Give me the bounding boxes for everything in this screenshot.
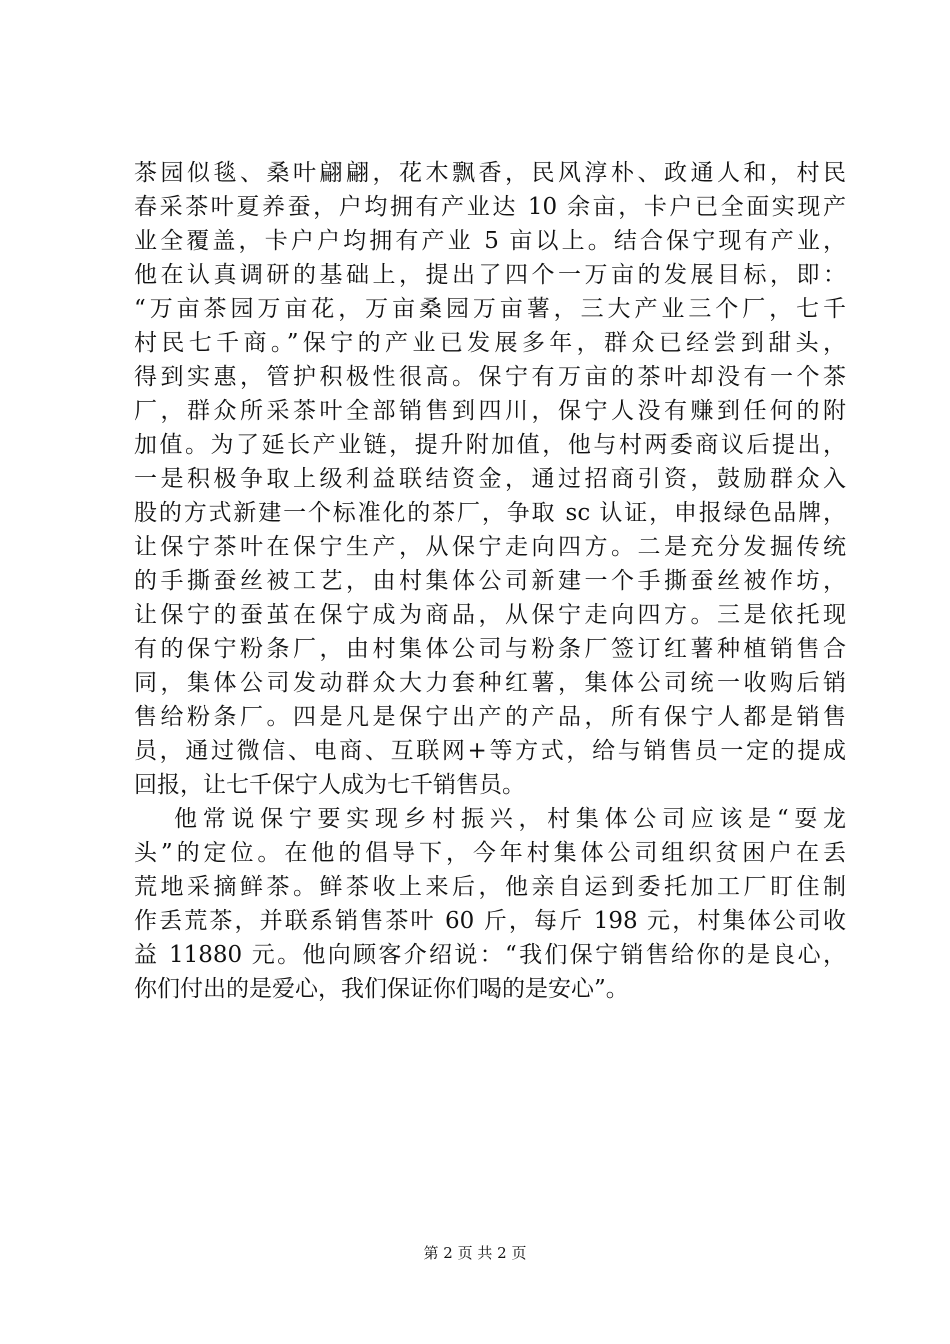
page-footer	[0, 1243, 950, 1263]
text-line: 回报，让七千保宁人成为七千销售员。	[134, 772, 525, 798]
paragraph-2	[134, 802, 846, 1006]
text-line: 春采茶叶夏养蚕，户均拥有产业达 10 余亩，卡户已全面实现产	[134, 194, 846, 220]
text-line: 他在认真调研的基础上，提出了四个一万亩的发展目标，即：	[134, 262, 846, 288]
text-line: 售给粉条厂。四是凡是保宁出产的产品，所有保宁人都是销售	[134, 704, 846, 730]
body-text	[134, 156, 846, 1006]
text-line: 你们付出的是爱心，我们保证你们喝的是安心”。	[134, 976, 629, 1002]
text-line: 他常说保宁要实现乡村振兴，村集体公司应该是“耍龙	[174, 806, 846, 832]
text-line: 益 11880 元。他向顾客介绍说：“我们保宁销售给你的是良心，	[134, 942, 846, 968]
paragraph-1	[134, 156, 846, 802]
text-line: 同，集体公司发动群众大力套种红薯，集体公司统一收购后销	[134, 670, 846, 696]
text-line: 的手撕蚕丝被工艺，由村集体公司新建一个手撕蚕丝被作坊，	[134, 568, 846, 594]
text-line: 让保宁的蚕茧在保宁成为商品，从保宁走向四方。三是依托现	[134, 602, 846, 628]
text-line: 加值。为了延长产业链，提升附加值，他与村两委商议后提出，	[134, 432, 846, 458]
text-line: 茶园似毯、桑叶翩翩，花木飘香，民风淳朴、政通人和，村民	[134, 160, 846, 186]
text-line: 得到实惠，管护积极性很高。保宁有万亩的茶叶却没有一个茶	[134, 364, 846, 390]
page-number: 第 2 页 共 2 页	[423, 1244, 527, 1262]
text-line: 作丢荒茶，并联系销售茶叶 60 斤，每斤 198 元，村集体公司收	[134, 908, 846, 934]
text-line: 荒地采摘鲜茶。鲜茶收上来后，他亲自运到委托加工厂盯住制	[134, 874, 846, 900]
text-line: 业全覆盖，卡户户均拥有产业 5 亩以上。结合保宁现有产业，	[134, 228, 846, 254]
text-line: 股的方式新建一个标准化的茶厂，争取 sc 认证，申报绿色品牌，	[134, 500, 846, 526]
text-line: “万亩茶园万亩花，万亩桑园万亩薯，三大产业三个厂，七千	[134, 296, 846, 322]
text-line: 员，通过微信、电商、互联网+等方式，给与销售员一定的提成	[134, 738, 846, 764]
text-line: 村民七千商。”保宁的产业已发展多年，群众已经尝到甜头，	[134, 330, 846, 356]
text-line: 一是积极争取上级利益联结资金，通过招商引资，鼓励群众入	[134, 466, 846, 492]
text-line: 厂，群众所采茶叶全部销售到四川，保宁人没有赚到任何的附	[134, 398, 846, 424]
text-line: 有的保宁粉条厂，由村集体公司与粉条厂签订红薯种植销售合	[134, 636, 846, 662]
text-line: 头”的定位。在他的倡导下，今年村集体公司组织贫困户在丢	[134, 840, 846, 866]
text-line: 让保宁茶叶在保宁生产，从保宁走向四方。二是充分发掘传统	[134, 534, 846, 560]
